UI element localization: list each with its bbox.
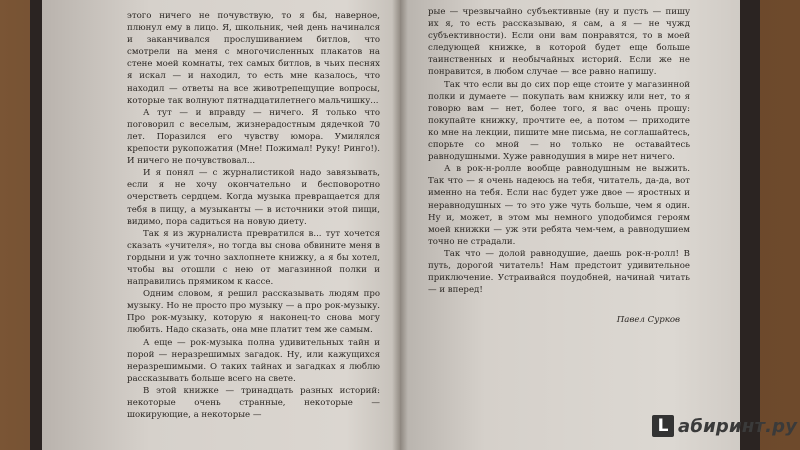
- left-paragraph-4: Так я из журналиста превратился в... тут хочется сказать «учителя», но тогда вы снова обвините меня в гордыни и уж точно захлопнете книжку, а я бы хотел, чтобы вы отошли с нею от магазинной полки и направились прямиком к кассе.: [127, 228, 380, 288]
- left-paragraph-7: В этой книжке — тринадцать разных историй: некоторые очень странные, некоторые — шокирующие, а некоторые —: [127, 385, 380, 421]
- labirint-watermark: [652, 414, 797, 438]
- right-paragraph-1: рые — чрезвычайно субъективные (ну и пусть — пишу их я, то есть рассказываю, я сам, а я — не чужд субъективности). Если они вам понравятся, то в моей следующей книжке, в которой будет еще больше таинственных и необычайных историй. Если же не понравится, в любом случае — все равно напишу.: [428, 7, 690, 78]
- left-paragraph-1: этого ничего не почувствую, то я бы, наверное, плюнул ему в лицо. Я, школьник, чей день начинался и заканчивался прослушиванием битлов, что смотрели на меня с многочисленных плакатов на стене моей комнаты, тех самых битлов, в чьих песнях я искал — и находил, то есть мне казалось, что находил — ответы на все животрепещущие вопросы, которые так волнуют пятнадцатилетнего мальчишку...: [127, 11, 380, 106]
- watermark-text: абиринт.ру: [678, 415, 798, 437]
- right-page: [400, 0, 740, 450]
- left-page: [42, 0, 400, 450]
- right-paragraph-3: А в рок-н-ролле вообще равнодушным не выжить. Так что — я очень надеюсь на тебя, читатель, да-да, вот именно на тебя. Если нас будет уже двое — яростных и неравнодушных — то это уже чуть больше, чем я один. Ну и, может, в этом мы немного уподобимся героям моей книжки — уж эти ребята чем-чем, а равнодушием точно не страдали.: [428, 164, 690, 247]
- left-paragraph-5: Одним словом, я решил рассказывать людям про музыку. Но не просто про музыку — а про рок-музыку. Про рок-музыку, которую я наконец-то снова могу любить. Надо сказать, она мне платит тем же самым.: [127, 289, 380, 336]
- left-paragraph-6: А еще — рок-музыка полна удивительных тайн и порой — неразрешимых загадок. Ну, или кажущихся неразрешимыми. О таких тайнах и загадках я люблю рассказывать больше всего на свете.: [127, 337, 380, 384]
- left-paragraph-2: А тут — и вправду — ничего. Я только что поговорил с веселым, жизнерадостным дядечкой 70 лет. Поразился его чувству юмора. Умилялся крепости рукопожатия (Мне! Пожимал! Руку! Ринго!). И ничего не почувствовал...: [127, 107, 380, 167]
- left-paragraph-3: И я понял — с журналистикой надо завязывать, если я не хочу окончательно и бесповоротно очерстветь сердцем. Когда музыка превращается для тебя в пищу, а музыканты — в источники этой пищи, видимо, пора садиться на новую диету.: [127, 168, 380, 227]
- book-gutter: [392, 0, 408, 450]
- right-paragraph-4: Так что — долой равнодушие, даешь рок-н-ролл! В путь, дорогой читатель! Нам предстоит удивительное приключение. Устраивайся поудобней, начинай читать — и вперед!: [428, 248, 690, 296]
- labirint-logo-icon: L: [652, 415, 674, 437]
- author-signature: Павел Сурков: [616, 315, 680, 326]
- right-paragraph-2: Так что если вы до сих пор еще стоите у магазинной полки и думаете — покупать вам книжку или нет, то я говорю вам — нет, более того, я вас очень прошу: покупайте книжку, прочтите ее, а потом — приходите ко мне на лекции, пишите мне письма, не соглашайтесь, спорьте со мной — но только не оставайтесь равнодушными. Хуже равнодушия в мире нет ничего.: [428, 79, 690, 163]
